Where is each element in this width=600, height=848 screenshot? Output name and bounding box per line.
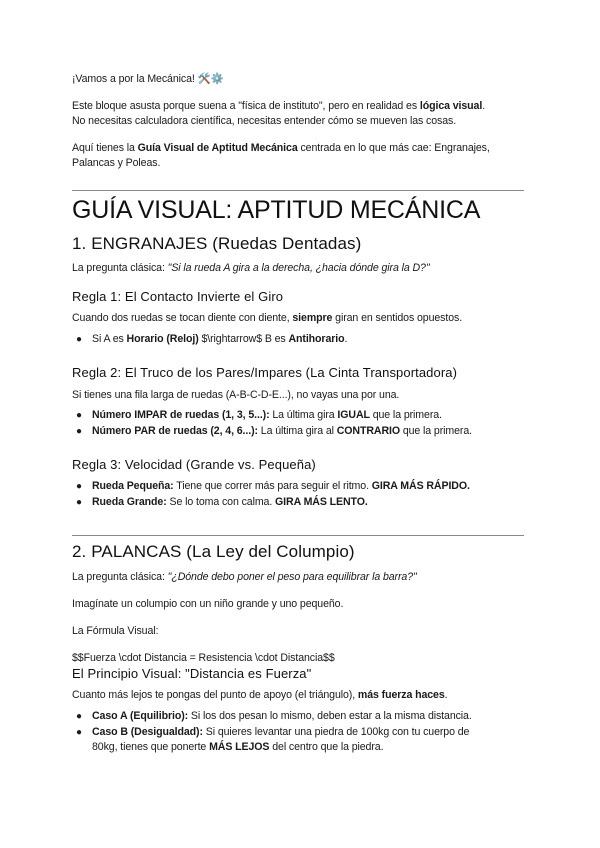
text-span: que la primera. [369, 409, 442, 421]
list-item [76, 495, 368, 510]
rule1-text [72, 311, 462, 326]
intro-line [72, 72, 224, 87]
gears-question [72, 261, 430, 276]
rule3-heading: Regla 3: Velocidad (Grande vs. Pequeña) [72, 457, 316, 472]
bold-text: más fuerza haces [357, 689, 445, 701]
bold-text: Rueda Pequeña: [92, 480, 174, 492]
bold-text: GIRA MÁS RÁPIDO. [371, 480, 470, 492]
bold-text: Caso A (Equilibrio): [92, 710, 189, 722]
levers-imagine: Imagínate un columpio con un niño grande y uno pequeño. [72, 598, 344, 610]
bold-text: CONTRARIO [336, 425, 400, 437]
bold-text: Guía Visual de Aptitud Mecánica [137, 142, 298, 154]
bold-text: siempre [292, 312, 333, 324]
divider [72, 535, 524, 536]
text-span: . [344, 333, 348, 345]
bold-text: Antihorario [288, 333, 345, 345]
page-title: GUÍA VISUAL: APTITUD MECÁNICA [72, 196, 481, 224]
principle-heading: El Principio Visual: "Distancia es Fuerza" [72, 666, 312, 681]
text-span: No necesitas calculadora científica, necesitas entender cómo se mueven las cosas. [72, 115, 457, 127]
text-span: centrada en lo que más cae: Engranajes, [297, 142, 490, 154]
bullet-icon: ● [76, 334, 82, 345]
text-span: $\rightarrow$ B es [198, 333, 289, 345]
levers-question [72, 570, 417, 585]
section-heading-levers: 2. PALANCAS (La Ley del Columpio) [72, 542, 355, 561]
text-span: . [444, 689, 448, 701]
text-span: giran en sentidos opuestos. [332, 312, 463, 324]
italic-text: "Si la rueda A gira a la derecha, ¿hacia dónde gira la D?" [167, 262, 430, 274]
bold-text: Horario (Reloj) [126, 333, 199, 345]
list-item [76, 332, 348, 347]
text-span: La última gira al [257, 425, 337, 437]
text-span: Cuanto más lejos te pongas del punto de apoyo (el triángulo), [72, 689, 358, 701]
section-heading-gears: 1. ENGRANAJES (Ruedas Dentadas) [72, 234, 362, 253]
bold-text: Número PAR de ruedas (2, 4, 6...): [92, 425, 258, 437]
bold-text: MÁS LEJOS [209, 741, 270, 753]
list-item [76, 408, 442, 423]
text-span: del centro que la piedra. [269, 741, 384, 753]
bullet-icon: ● [76, 481, 82, 492]
text-span: La pregunta clásica: [72, 571, 168, 583]
text-span: Este bloque asusta porque suena a "física de instituto", pero en realidad es [72, 100, 420, 112]
bold-text: GIRA MÁS LENTO. [275, 496, 368, 508]
intro-paragraph-1 [72, 99, 485, 114]
formula: $$Fuerza \cdot Distancia = Resistencia \cdot Distancia$$ [72, 652, 335, 664]
bullet-icon: ● [76, 727, 82, 738]
intro-paragraph-2 [72, 141, 490, 156]
list-item [76, 424, 472, 439]
list-item-continuation [92, 740, 383, 755]
bullet-icon: ● [76, 497, 82, 508]
principle-text [72, 688, 447, 703]
text-span: 80kg, tienes que ponerte [92, 741, 210, 753]
italic-text: "¿Dónde debo poner el peso para equilibrar la barra?" [167, 571, 417, 583]
bold-text: Rueda Grande: [92, 496, 167, 508]
text-span: La pregunta clásica: [72, 262, 168, 274]
text-span: Si quieres levantar una piedra de 100kg con tu cuerpo de [202, 726, 470, 738]
list-item [76, 725, 470, 740]
text-span: La última gira [269, 409, 338, 421]
bullet-icon: ● [76, 711, 82, 722]
rule1-heading: Regla 1: El Contacto Invierte el Giro [72, 289, 284, 304]
list-item [76, 709, 472, 724]
text-span: que la primera. [399, 425, 472, 437]
bold-text: Caso B (Desigualdad): [92, 726, 203, 738]
list-item [76, 479, 470, 494]
text-span: Aquí tienes la [72, 142, 138, 154]
divider [72, 190, 524, 191]
text-span: Si los dos pesan lo mismo, deben estar a la misma distancia. [188, 710, 472, 722]
text-span: Cuando dos ruedas se tocan diente con diente, [72, 312, 293, 324]
bullet-icon: ● [76, 426, 82, 437]
text-span: Tiene que correr más para seguir el ritmo. [173, 480, 372, 492]
text-span: Palancas y Poleas. [72, 157, 161, 169]
text-span: Si A es [92, 333, 127, 345]
bold-text: IGUAL [337, 409, 370, 421]
text-span: . [482, 100, 486, 112]
intro-paragraph-2-line2 [72, 156, 160, 171]
text-span: Se lo toma con calma. [166, 496, 276, 508]
intro-paragraph-1-line2 [72, 114, 456, 129]
rule2-text: Si tienes una fila larga de ruedas (A-B-C-D-E...), no vayas una por una. [72, 389, 400, 401]
bold-text: lógica visual [419, 100, 483, 112]
rule2-heading: Regla 2: El Truco de los Pares/Impares (La Cinta Transportadora) [72, 365, 458, 380]
intro-text: ¡Vamos a por la Mecánica! 🛠️⚙️ [72, 73, 224, 85]
formula-label: La Fórmula Visual: [72, 625, 159, 637]
bullet-icon: ● [76, 410, 82, 421]
bold-text: Número IMPAR de ruedas (1, 3, 5...): [92, 409, 270, 421]
